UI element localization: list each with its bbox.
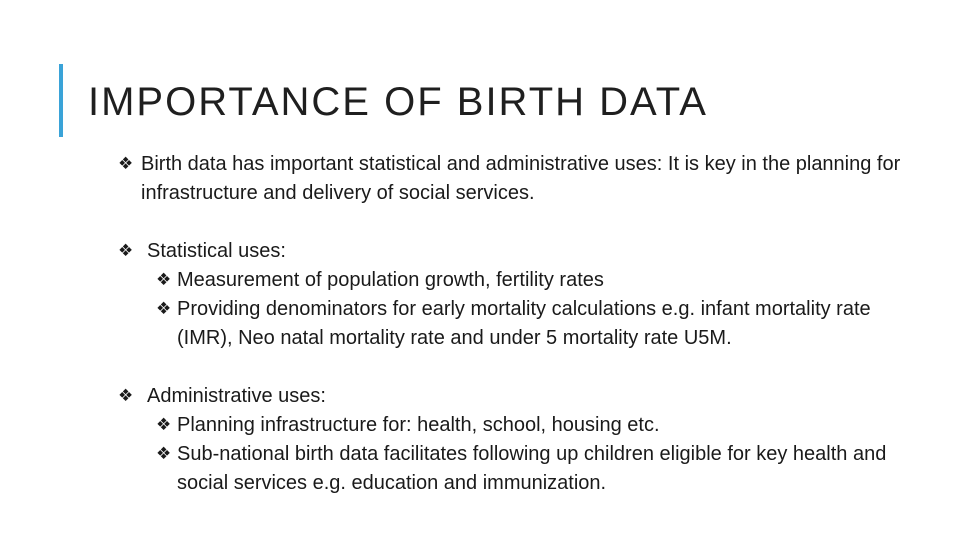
diamond-cluster-bullet-icon: ❖	[118, 241, 134, 261]
diamond-cluster-bullet-icon: ❖	[156, 270, 172, 290]
bullet-group-statistical	[118, 237, 918, 353]
diamond-cluster-bullet-icon: ❖	[156, 415, 172, 435]
sub-bullet-text: Providing denominators for early mortality calculations e.g. infant mortality rate (IMR), Neo natal mortality rate and under 5 mortality rate U5M.	[177, 298, 871, 349]
sub-bullet-text: Sub-national birth data facilitates following up children eligible for key health and social services e.g. education and immunization.	[177, 443, 887, 494]
spacer	[118, 208, 918, 237]
diamond-cluster-bullet-icon: ❖	[118, 154, 134, 174]
sub-bullet-item	[156, 411, 918, 440]
sub-bullet-item	[156, 266, 918, 295]
slide-content	[118, 150, 918, 498]
bullet-text: Birth data has important statistical and administrative uses: It is key in the planning for infrastructure and delivery of social services.	[141, 153, 901, 204]
sub-bullet-text: Measurement of population growth, fertility rates	[177, 269, 604, 291]
title-accent-bar	[59, 64, 63, 137]
sub-bullet-text: Planning infrastructure for: health, school, housing etc.	[177, 414, 660, 436]
bullet-group-administrative	[118, 382, 918, 498]
diamond-cluster-bullet-icon: ❖	[156, 444, 172, 464]
sub-bullet-item	[156, 295, 918, 353]
bullet-item-statistical	[118, 237, 918, 266]
slide-title: IMPORTANCE OF BIRTH DATA	[88, 80, 708, 124]
sub-bullet-item	[156, 440, 918, 498]
bullet-heading: Administrative uses:	[147, 385, 326, 407]
diamond-cluster-bullet-icon: ❖	[156, 299, 172, 319]
bullet-group-intro	[118, 150, 918, 208]
spacer	[118, 353, 918, 382]
bullet-item-intro	[118, 150, 918, 208]
diamond-cluster-bullet-icon: ❖	[118, 386, 134, 406]
bullet-item-administrative	[118, 382, 918, 411]
bullet-heading: Statistical uses:	[147, 240, 286, 262]
